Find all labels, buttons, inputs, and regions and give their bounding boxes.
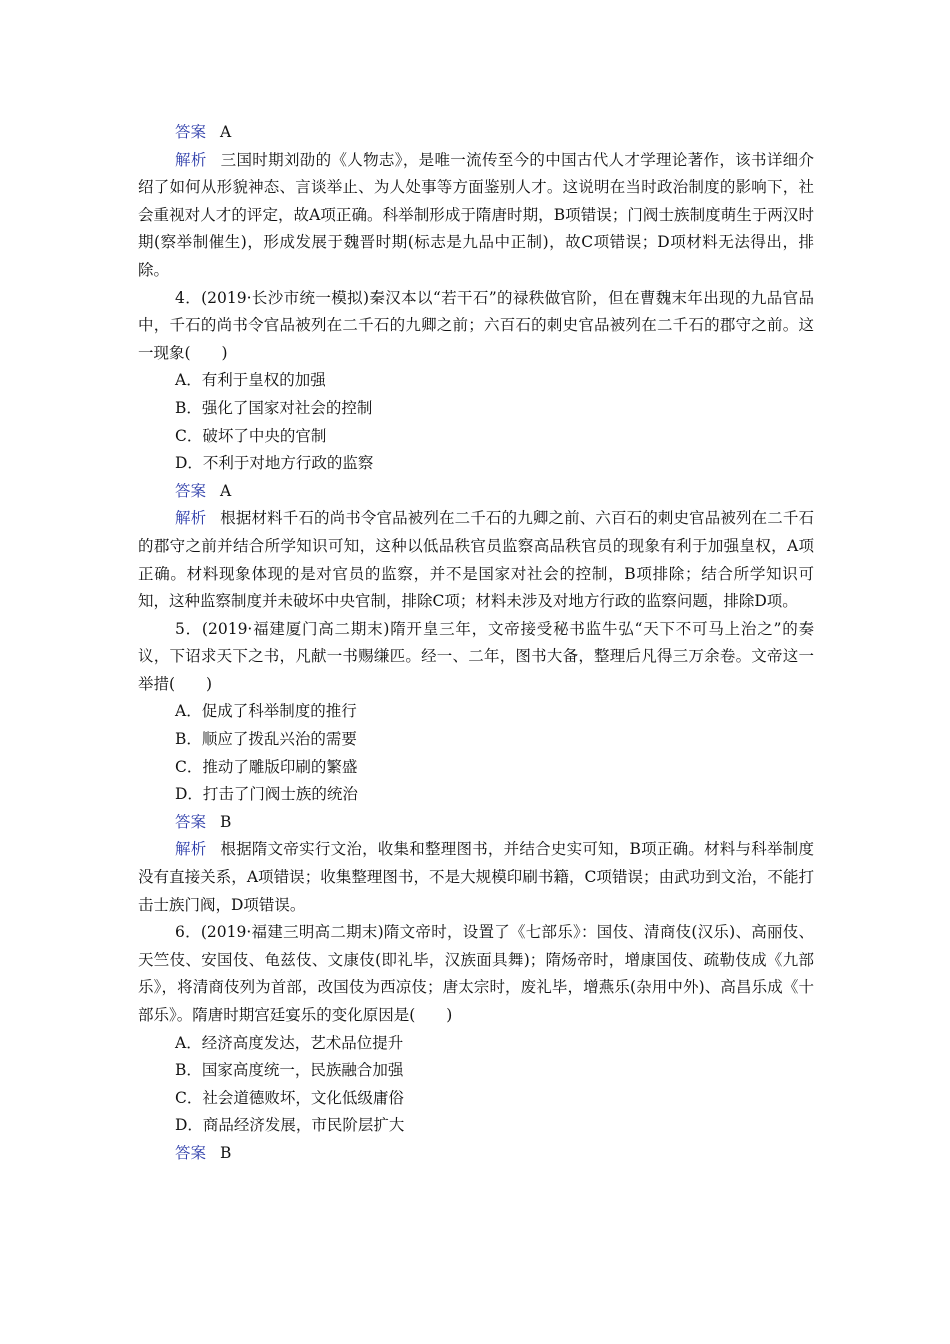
question-6-option-c: C．社会道德败坏，文化低级庸俗 <box>175 1088 404 1107</box>
answer-line <box>138 809 814 837</box>
question-6-option-a: A．经济高度发达，艺术品位提升 <box>175 1033 404 1052</box>
question-4-option-d: D．不利于对地方行政的监察 <box>175 454 374 473</box>
analysis-paragraph <box>138 836 814 919</box>
answer-value: B <box>220 812 232 831</box>
question-4: 4．(2019·长沙市统一模拟)秦汉本以“若干石”的禄秩做官阶，但在曹魏末年出现的九品官品中，千石的尚书令官品被列在二千石的九卿之前；六百石的刺史官品被列在二千石的郡守之前。这一现象( ) <box>138 288 814 362</box>
question-6-option-b: B．国家高度统一，民族融合加强 <box>175 1061 404 1080</box>
answer-line <box>138 478 814 506</box>
question-6-option-d: D．商品经济发展，市民阶层扩大 <box>175 1116 405 1135</box>
answer-label: 答案 <box>175 812 207 831</box>
answer-value: A <box>220 481 232 500</box>
answer-value: A <box>220 123 232 141</box>
analysis-text: 根据材料千石的尚书令官品被列在二千石的九卿之前、六百石的刺史官品被列在二千石的郡守之前并结合所学知识可知，这种以低品秩官员监察高品秩官员的现象有利于加强皇权，A项正确。材料现象体现的是对官员的监察，并不是国家对社会的控制，B项排除；结合所学知识可知，这种监察制度并未破坏中央官制，排除C项；材料未涉及对地方行政的监察问题，排除D项。 <box>138 509 814 611</box>
analysis-paragraph <box>138 147 814 285</box>
analysis-text: 根据隋文帝实行文治，收集和整理图书，并结合史实可知，B项正确。材料与科举制度没有直接关系，A项错误；收集整理图书，不是大规模印刷书籍，C项错误；由武功到文治，不能打击士族门阀，D项错误。 <box>138 840 814 914</box>
question-6: 6．(2019·福建三明高二期末)隋文帝时，设置了《七部乐》：国伎、清商伎(汉乐)、高丽伎、天竺伎、安国伎、龟兹伎、文康伎(即礼毕，汉族面具舞)；隋炀帝时，增康国伎、疏勒伎成《九部乐》，将清商伎列为首部，改国伎为西凉伎；唐太宗时，废礼毕，增燕乐(杂用中外)、高昌乐成《十部乐》。隋唐时期宫廷宴乐的变化原因是( ) <box>138 923 814 1024</box>
document-page <box>138 119 814 1168</box>
question-4-option-b: B．强化了国家对社会的控制 <box>175 398 373 417</box>
question-4-option-a: A．有利于皇权的加强 <box>175 371 326 390</box>
analysis-label: 解析 <box>175 840 207 859</box>
answer-label: 答案 <box>175 1143 207 1162</box>
analysis-label: 解析 <box>175 150 207 169</box>
question-4-option-c: C．破坏了中央的官制 <box>175 426 327 445</box>
analysis-paragraph <box>138 505 814 615</box>
question-5-option-d: D．打击了门阀士族的统治 <box>175 785 358 804</box>
answer-label: 答案 <box>175 481 207 500</box>
analysis-text: 三国时期刘劭的《人物志》，是唯一流传至今的中国古代人才学理论著作，该书详细介绍了如何从形貌神态、言谈举止、为人处事等方面鉴别人才。这说明在当时政治制度的影响下，社会重视对人才的评定，故A项正确。科举制形成于隋唐时期，B项错误；门阀士族制度萌生于两汉时期(察举制催生)，形成发展于魏晋时期(标志是九品中正制)，故C项错误；D项材料无法得出，排除。 <box>138 150 814 279</box>
question-5-option-c: C．推动了雕版印刷的繁盛 <box>175 757 358 776</box>
answer-value: B <box>220 1143 232 1162</box>
answer-line <box>138 119 814 147</box>
answer-line <box>138 1140 814 1168</box>
question-5-option-a: A．促成了科举制度的推行 <box>175 702 357 721</box>
analysis-label: 解析 <box>175 509 207 528</box>
question-5-option-b: B．顺应了拨乱兴治的需要 <box>175 730 357 749</box>
answer-label: 答案 <box>175 123 207 141</box>
question-5: 5．(2019·福建厦门高二期末)隋开皇三年，文帝接受秘书监牛弘“天下不可马上治之”的奏议，下诏求天下之书，凡献一书赐缣匹。经一、二年，图书大备，整理后凡得三万余卷。文帝这一举措( ) <box>138 619 814 693</box>
